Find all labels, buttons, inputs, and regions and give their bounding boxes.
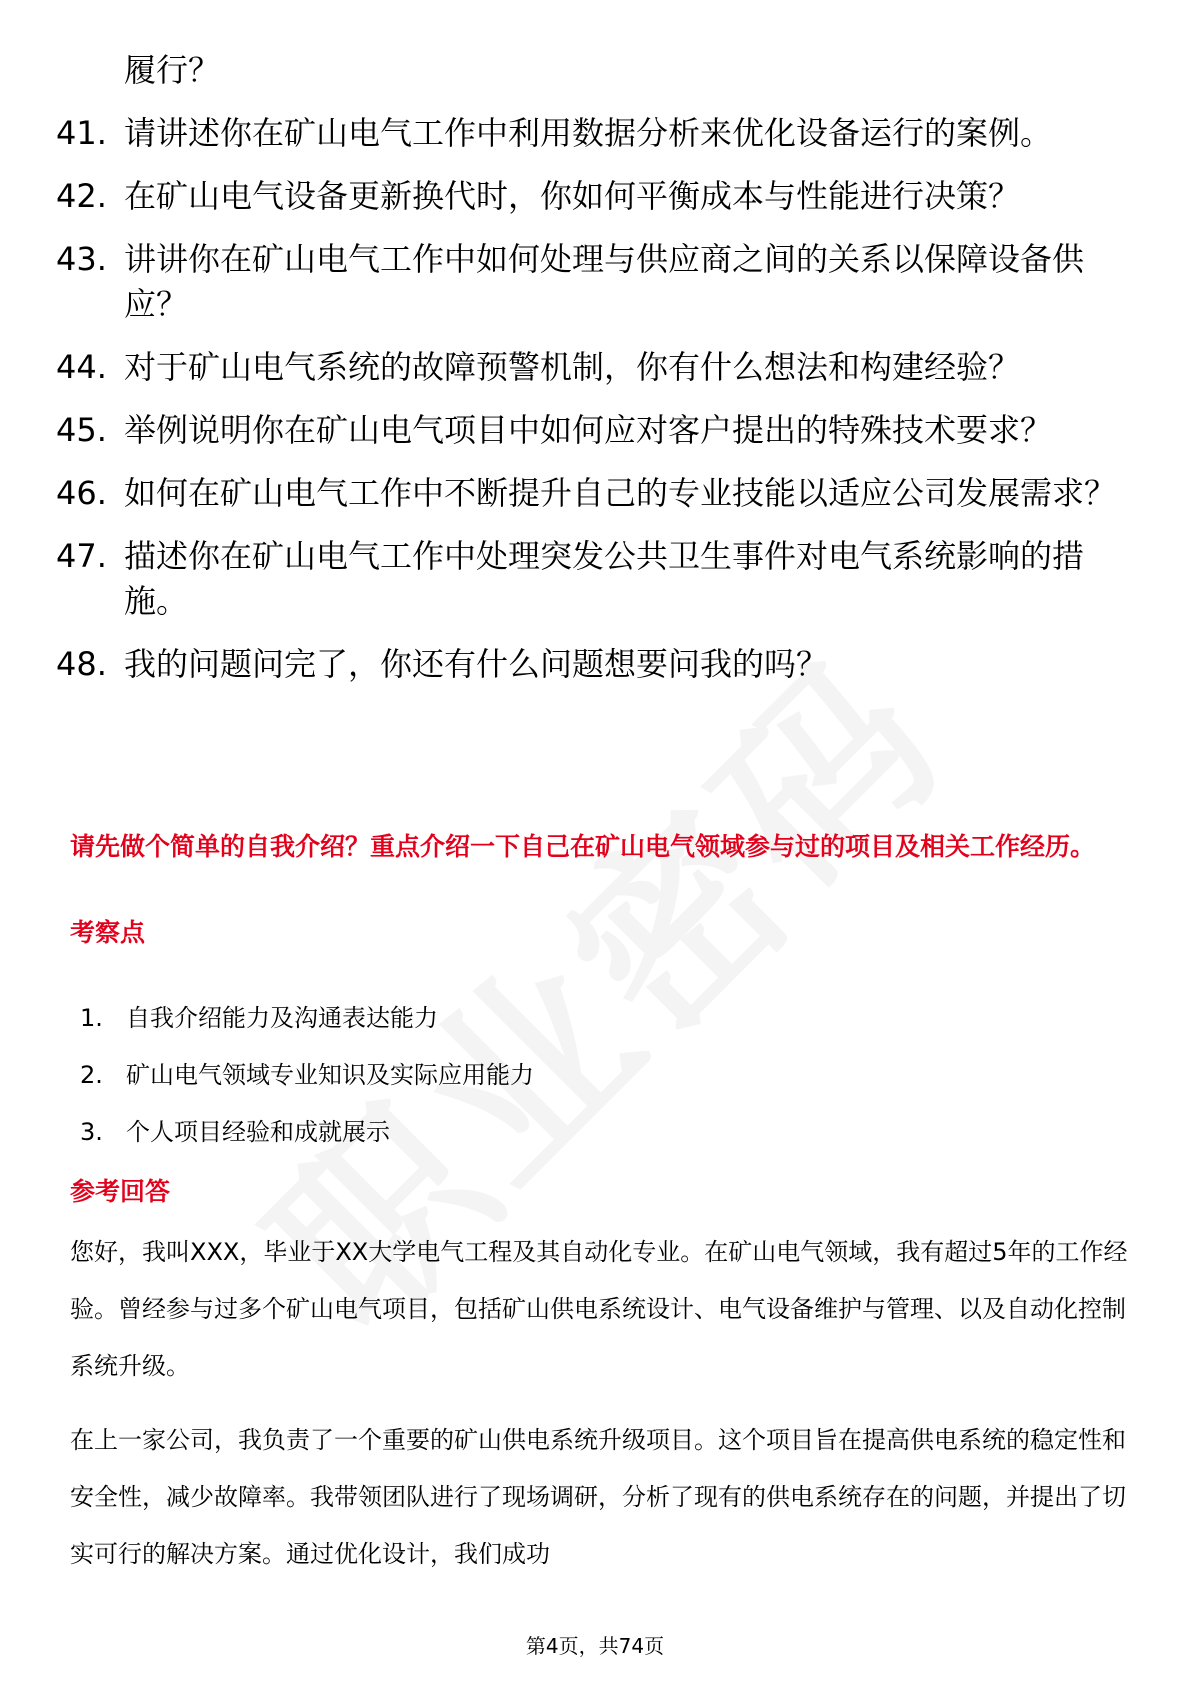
question-text: 我的问题问完了，你还有什么问题想要问我的吗？ (124, 645, 829, 683)
question-number: 47. (56, 537, 107, 575)
point-text: 矿山电气领域专业知识及实际应用能力 (126, 1061, 534, 1089)
section-title: 请先做个简单的自我介绍？重点介绍一下自己在矿山电气领域参与过的项目及相关工作经历。 (70, 832, 1096, 861)
question-item (56, 345, 1146, 390)
point-number: 1. (80, 1004, 103, 1032)
question-text: 请讲述你在矿山电气工作中利用数据分析来优化设备运行的案例。 (124, 114, 1053, 152)
question-number: 46. (56, 474, 107, 512)
points-label: 考察点 (70, 918, 146, 947)
question-text: 举例说明你在矿山电气项目中如何应对客户提出的特殊技术要求？ (124, 411, 1053, 449)
question-number: 41. (56, 114, 107, 152)
point-text: 个人项目经验和成就展示 (126, 1118, 390, 1146)
point-item (80, 1000, 534, 1036)
point-item (80, 1057, 534, 1093)
question-number: 44. (56, 348, 107, 386)
question-number: 43. (56, 240, 107, 278)
question-text: 描述你在矿山电气工作中处理突发公共卫生事件对电气系统影响的措施。 (124, 537, 1085, 620)
question-item (56, 534, 1146, 624)
question-item (56, 642, 1146, 687)
question-item (56, 111, 1146, 156)
page-footer: 第4页，共74页 (525, 1634, 665, 1658)
point-number: 3. (80, 1118, 103, 1146)
question-item (56, 408, 1146, 453)
question-number: 48. (56, 645, 107, 683)
answer-label: 参考回答 (70, 1177, 171, 1206)
question-text: 在矿山电气设备更新换代时，你如何平衡成本与性能进行决策？ (124, 177, 1021, 215)
question-list (56, 48, 1146, 705)
point-text: 自我介绍能力及沟通表达能力 (126, 1004, 438, 1032)
question-item (56, 48, 1146, 93)
question-text: 如何在矿山电气工作中不断提升自己的专业技能以适应公司发展需求？ (124, 474, 1117, 512)
point-item (80, 1114, 534, 1150)
point-number: 2. (80, 1061, 103, 1089)
question-item (56, 237, 1146, 327)
question-item (56, 471, 1146, 516)
answer-paragraph: 您好，我叫XXX，毕业于XX大学电气工程及其自动化专业。在矿山电气领域，我有超过5年的工作经验。曾经参与过多个矿山电气项目，包括矿山供电系统设计、电气设备维护与管理、以及自动化控制系统升级。 (70, 1238, 1128, 1380)
question-text: 履行？ (124, 51, 221, 89)
question-number: 45. (56, 411, 107, 449)
question-text: 对于矿山电气系统的故障预警机制，你有什么想法和构建经验？ (124, 348, 1021, 386)
question-text: 讲讲你在矿山电气工作中如何处理与供应商之间的关系以保障设备供应？ (124, 240, 1085, 323)
question-item (56, 174, 1146, 219)
question-number: 42. (56, 177, 107, 215)
points-list (80, 1000, 534, 1171)
answer-paragraph: 在上一家公司，我负责了一个重要的矿山供电系统升级项目。这个项目旨在提高供电系统的稳定性和安全性，减少故障率。我带领团队进行了现场调研，分析了现有的供电系统存在的问题，并提出了切实可行的解决方案。通过优化设计，我们成功 (70, 1426, 1126, 1568)
